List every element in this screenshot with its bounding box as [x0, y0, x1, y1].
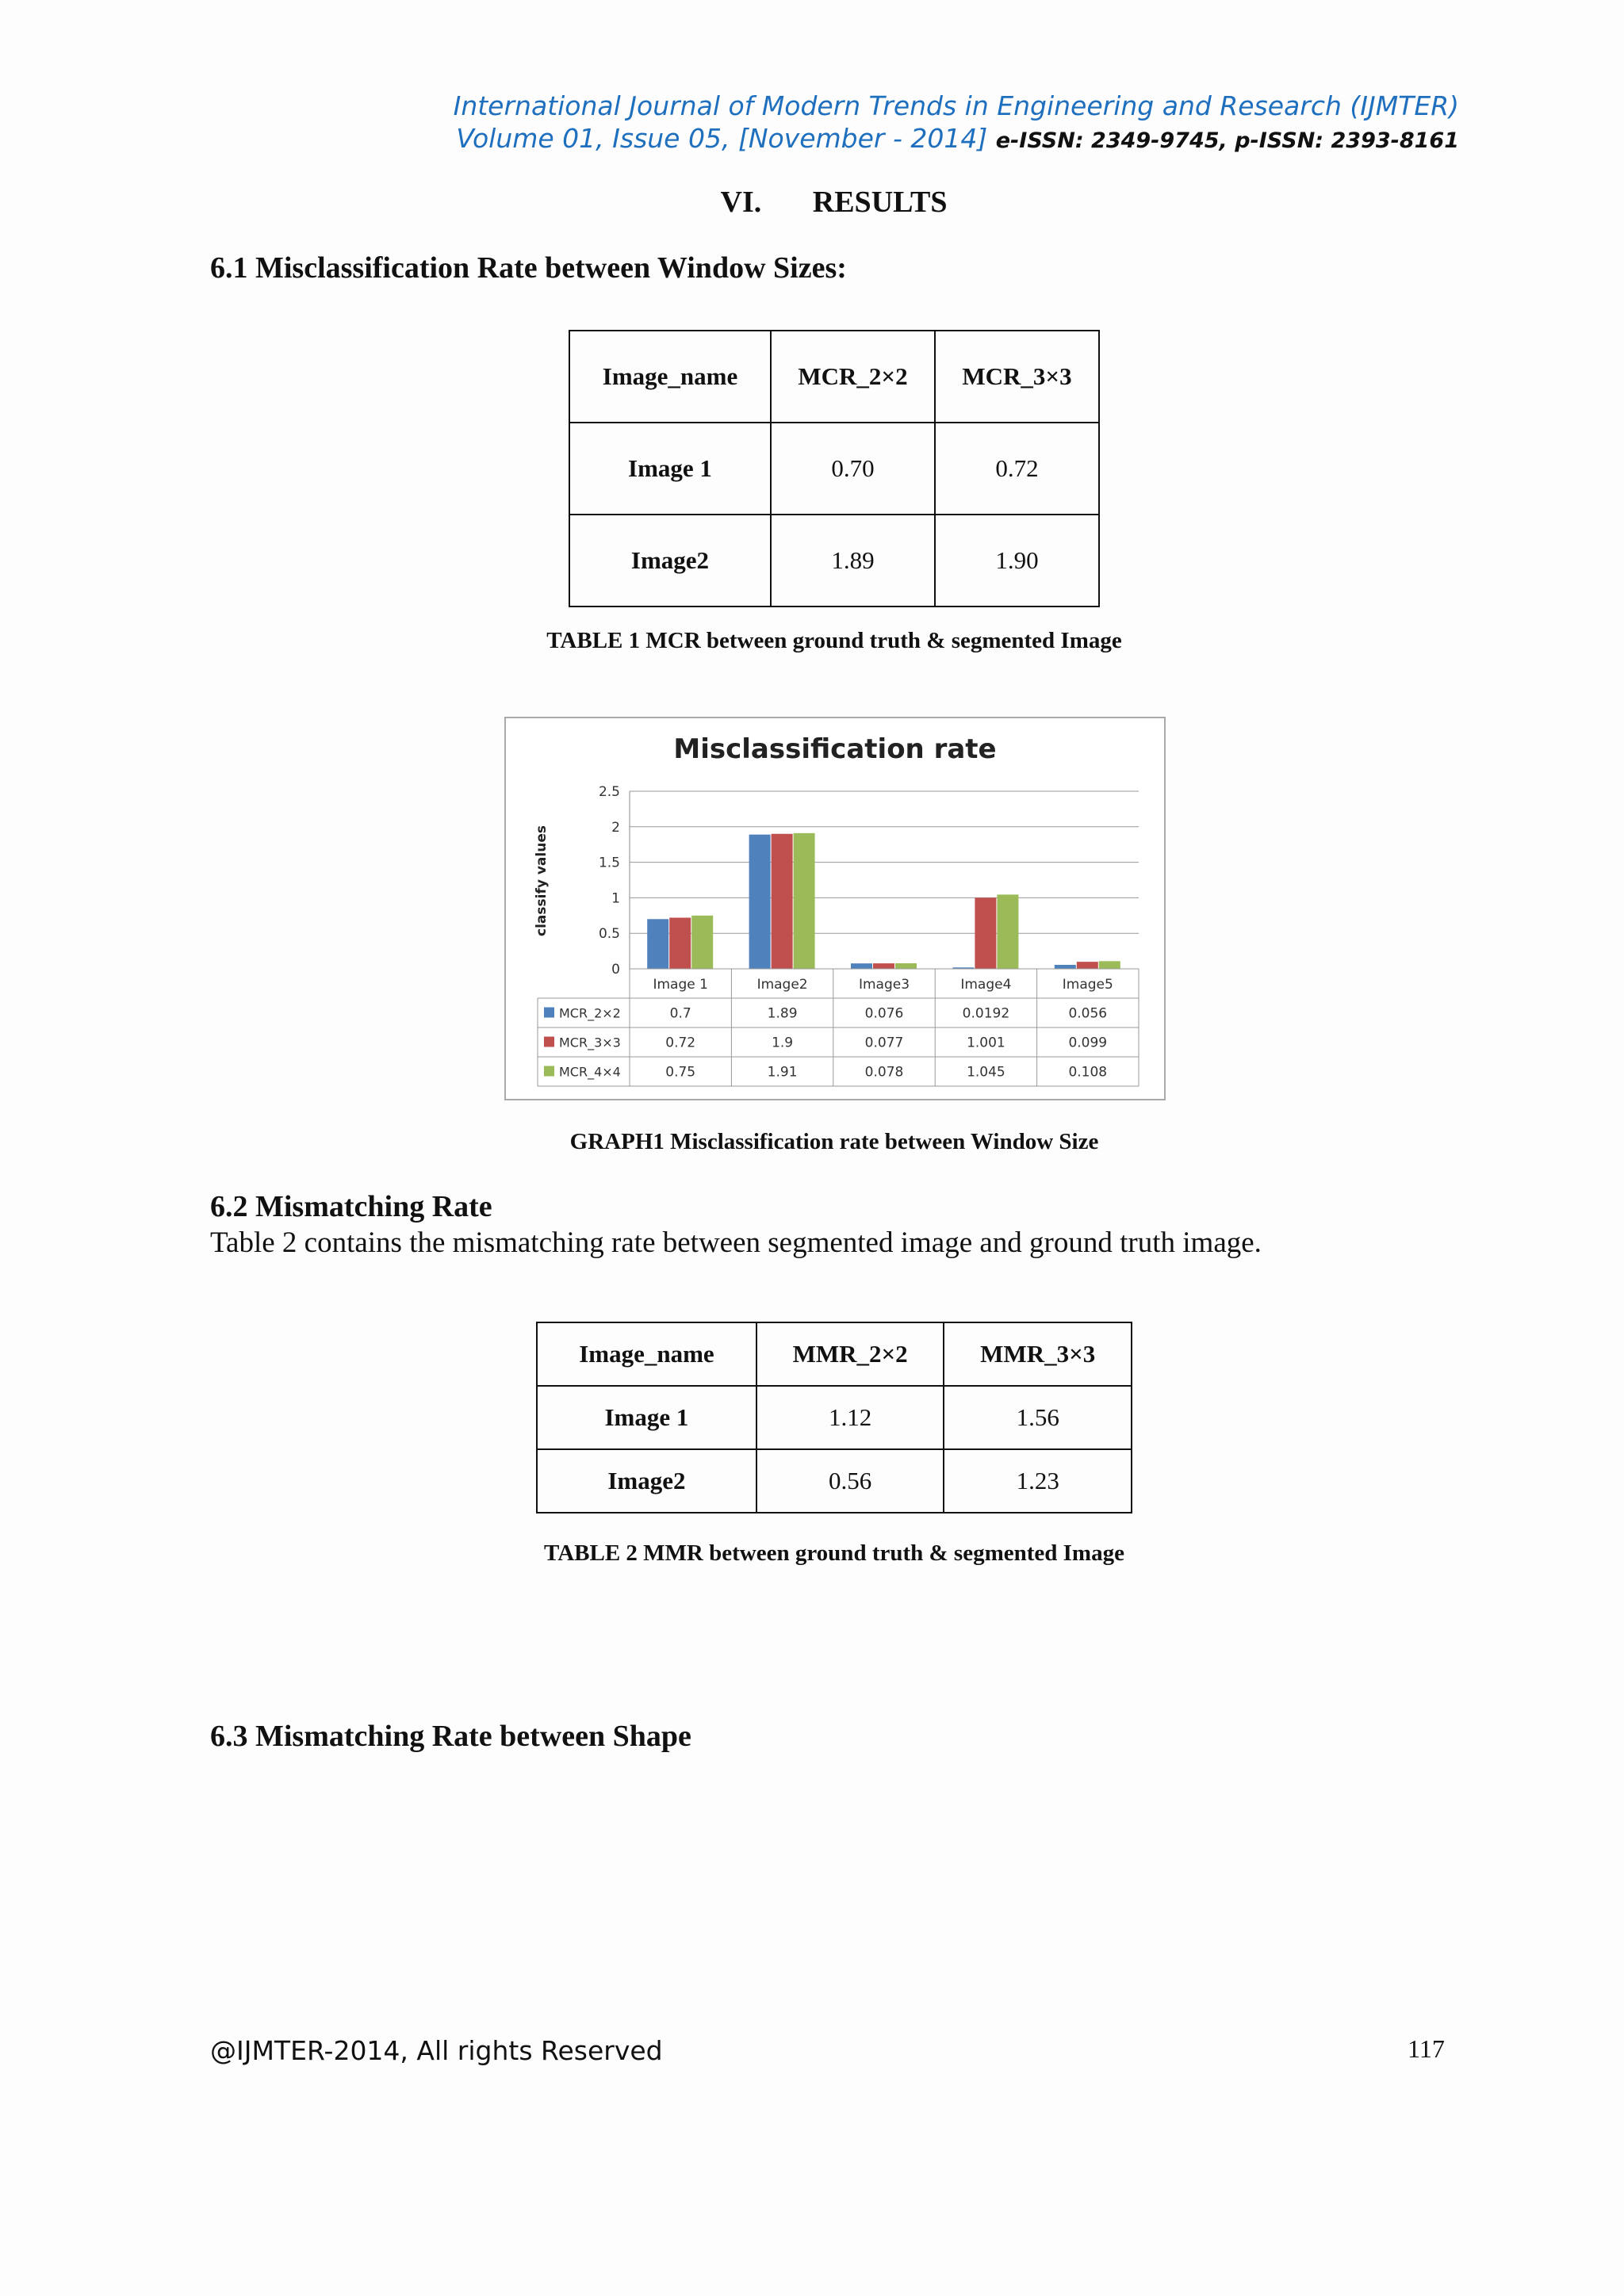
chart-data-table	[538, 969, 1139, 1086]
legend-label: MCR_2×2	[559, 1005, 621, 1021]
table-header-cell: MCR_3×3	[935, 331, 1099, 423]
section-heading	[0, 185, 1624, 220]
data-label: 0.0192	[962, 1005, 1010, 1022]
bar	[975, 897, 996, 969]
y-tick-label: 1	[611, 890, 620, 907]
table-cell: 0.72	[935, 423, 1099, 515]
data-label: 1.045	[967, 1064, 1005, 1081]
chart-title: Misclassification rate	[673, 733, 997, 765]
x-tick-label: Image 1	[653, 977, 708, 993]
bar	[669, 917, 691, 969]
table-1-caption: TABLE 1 MCR between ground truth & segmented Image	[546, 628, 1122, 653]
table-row-label: Image 1	[537, 1386, 756, 1449]
journal-issn: e-ISSN: 2349-9745, p-ISSN: 2393-8161	[995, 128, 1459, 153]
graph-1-caption: GRAPH1 Misclassification rate between Window Size	[569, 1129, 1099, 1154]
data-label: 0.72	[665, 1035, 696, 1051]
legend-label: MCR_3×3	[559, 1035, 621, 1050]
table-row	[569, 423, 1099, 515]
misclassification-chart	[504, 717, 1166, 1100]
y-tick-label: 1.5	[598, 855, 620, 871]
paragraph-6-2: Table 2 contains the mismatching rate between segmented image and ground truth image.	[210, 1226, 1262, 1259]
data-label: 0.7	[669, 1005, 691, 1022]
table-header-row	[569, 331, 1099, 423]
y-tick-label: 0.5	[598, 926, 620, 943]
bar	[1077, 962, 1098, 969]
data-label: 0.076	[864, 1005, 904, 1022]
legend-swatch	[544, 1066, 554, 1077]
x-tick-label: Image4	[960, 977, 1012, 993]
legend-label: MCR_4×4	[559, 1064, 621, 1080]
bar	[749, 835, 771, 969]
subsection-heading-6-3: 6.3 Mismatching Rate between Shape	[210, 1720, 691, 1753]
bar	[873, 963, 894, 969]
journal-volume-line	[456, 122, 1459, 158]
x-tick-label: Image3	[858, 977, 910, 993]
data-label: 1.89	[767, 1005, 798, 1022]
table-cell: 1.89	[771, 515, 935, 607]
table-row	[537, 1386, 1132, 1449]
bar	[691, 916, 713, 969]
table-header-cell: Image_name	[537, 1322, 756, 1386]
table-header-cell: Image_name	[569, 331, 771, 423]
table-cell: 1.56	[944, 1386, 1132, 1449]
data-label: 1.91	[767, 1064, 798, 1081]
journal-volume: Volume 01, Issue 05, [November - 2014]	[456, 123, 988, 154]
chart-bars	[647, 833, 1120, 969]
legend-swatch	[544, 1037, 554, 1047]
table-row	[569, 515, 1099, 607]
bar	[772, 834, 793, 969]
table-header-cell: MMR_3×3	[944, 1322, 1132, 1386]
table-cell: 0.70	[771, 423, 935, 515]
table-1	[569, 330, 1100, 607]
table-2	[536, 1322, 1132, 1513]
y-axis-label: classify values	[534, 825, 550, 936]
y-tick-label: 0	[611, 962, 620, 978]
table-cell: 1.90	[935, 515, 1099, 607]
y-tick-label: 2	[611, 819, 620, 836]
bar	[997, 894, 1018, 969]
data-label: 0.75	[665, 1064, 696, 1081]
table-header-cell: MCR_2×2	[771, 331, 935, 423]
y-tick-label: 2.5	[598, 784, 620, 800]
subsection-heading-6-1: 6.1 Misclassification Rate between Window Sizes:	[210, 251, 847, 285]
bar	[647, 919, 668, 969]
data-label: 1.9	[772, 1035, 794, 1051]
table-header-row	[537, 1322, 1132, 1386]
section-number: VI.	[720, 186, 762, 219]
journal-title: International Journal of Modern Trends in Engineering and Research (IJMTER)	[453, 90, 1459, 121]
x-tick-label: Image2	[756, 977, 808, 993]
data-label: 0.078	[864, 1064, 904, 1081]
data-label: 0.099	[1068, 1035, 1108, 1051]
table-row-label: Image2	[537, 1449, 756, 1513]
chart-canvas	[506, 718, 1164, 1099]
bar	[851, 963, 872, 969]
data-label: 0.077	[864, 1035, 904, 1051]
subsection-heading-6-2: 6.2 Mismatching Rate	[210, 1190, 492, 1223]
data-label: 0.108	[1068, 1064, 1108, 1081]
table-row	[537, 1449, 1132, 1513]
table-header-cell: MMR_2×2	[756, 1322, 944, 1386]
table-2-caption: TABLE 2 MMR between ground truth & segmented Image	[544, 1540, 1124, 1566]
table-cell: 0.56	[756, 1449, 944, 1513]
bar	[794, 833, 815, 969]
section-title: RESULTS	[812, 186, 948, 219]
table-row-label: Image2	[569, 515, 771, 607]
bar	[895, 963, 917, 969]
table-cell: 1.23	[944, 1449, 1132, 1513]
table-row-label: Image 1	[569, 423, 771, 515]
table-cell: 1.12	[756, 1386, 944, 1449]
footer-copyright: @IJMTER-2014, All rights Reserved	[210, 2035, 663, 2066]
page-number: 117	[1408, 2034, 1445, 2063]
legend-swatch	[544, 1008, 554, 1018]
bar	[1055, 965, 1076, 969]
x-tick-label: Image5	[1062, 977, 1113, 993]
data-label: 1.001	[967, 1035, 1005, 1051]
bar	[1099, 961, 1120, 969]
data-label: 0.056	[1068, 1005, 1108, 1022]
